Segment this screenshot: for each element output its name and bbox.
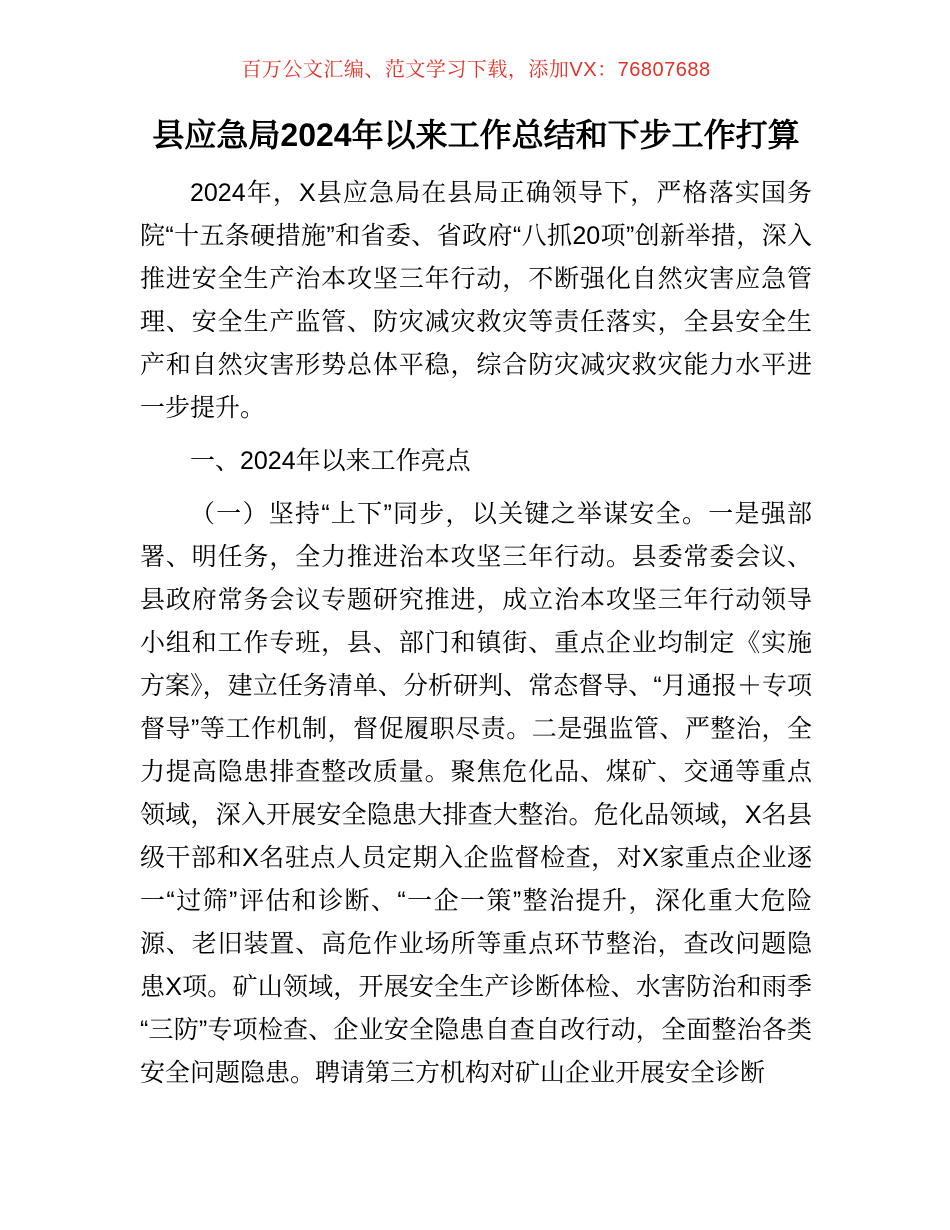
watermark-header-note: 百万公文汇编、范文学习下载，添加VX：76807688 <box>241 59 711 81</box>
paragraph-section-one: （一）坚持“上下”同步，以关键之举谋安全。一是强部署、明任务，全力推进治本攻坚三年行动。县委常委会议、县政府常务会议专题研究推进，成立治本攻坚三年行动领导小组和工作专班，县、部门和镇街、重点企业均制定《实施方案》，建立任务清单、分析研判、常态督导、“月通报＋专项督导”等工作机制，督促履职尽责。二是强监管、严整治，全力提高隐患排查整改质量。聚焦危化品、煤矿、交通等重点领域，深入开展安全隐患大排查大整治。危化品领域，X名县级干部和X名驻点人员定期入企监督检查，对X家重点企业逐一“过筛”评估和诊断、“一企一策”整治提升，深化重大危险源、老旧装置、高危作业场所等重点环节整治，查改问题隐患X项。矿山领域，开展安全生产诊断体检、水害防治和雨季“三防”专项检查、企业安全隐患自查自改行动，全面整治各类安全问题隐患。聘请第三方机构对矿山企业开展安全诊断 <box>140 500 812 1087</box>
section-heading-work-highlights: 一、2024年以来工作亮点 <box>190 447 471 475</box>
paragraph-intro: 2024年，X县应急局在县局正确领导下，严格落实国务院“十五条硬措施”和省委、省政府“八抓20项”创新举措，深入推进安全生产治本攻坚三年行动，不断强化自然灾害应急管理、安全生产监管、防灾减灾救灾等责任落实，全县安全生产和自然灾害形势总体平稳，综合防灾减灾救灾能力水平进一步提升。 <box>140 179 812 422</box>
document-title: 县应急局2024年以来工作总结和下步工作打算 <box>152 117 800 153</box>
